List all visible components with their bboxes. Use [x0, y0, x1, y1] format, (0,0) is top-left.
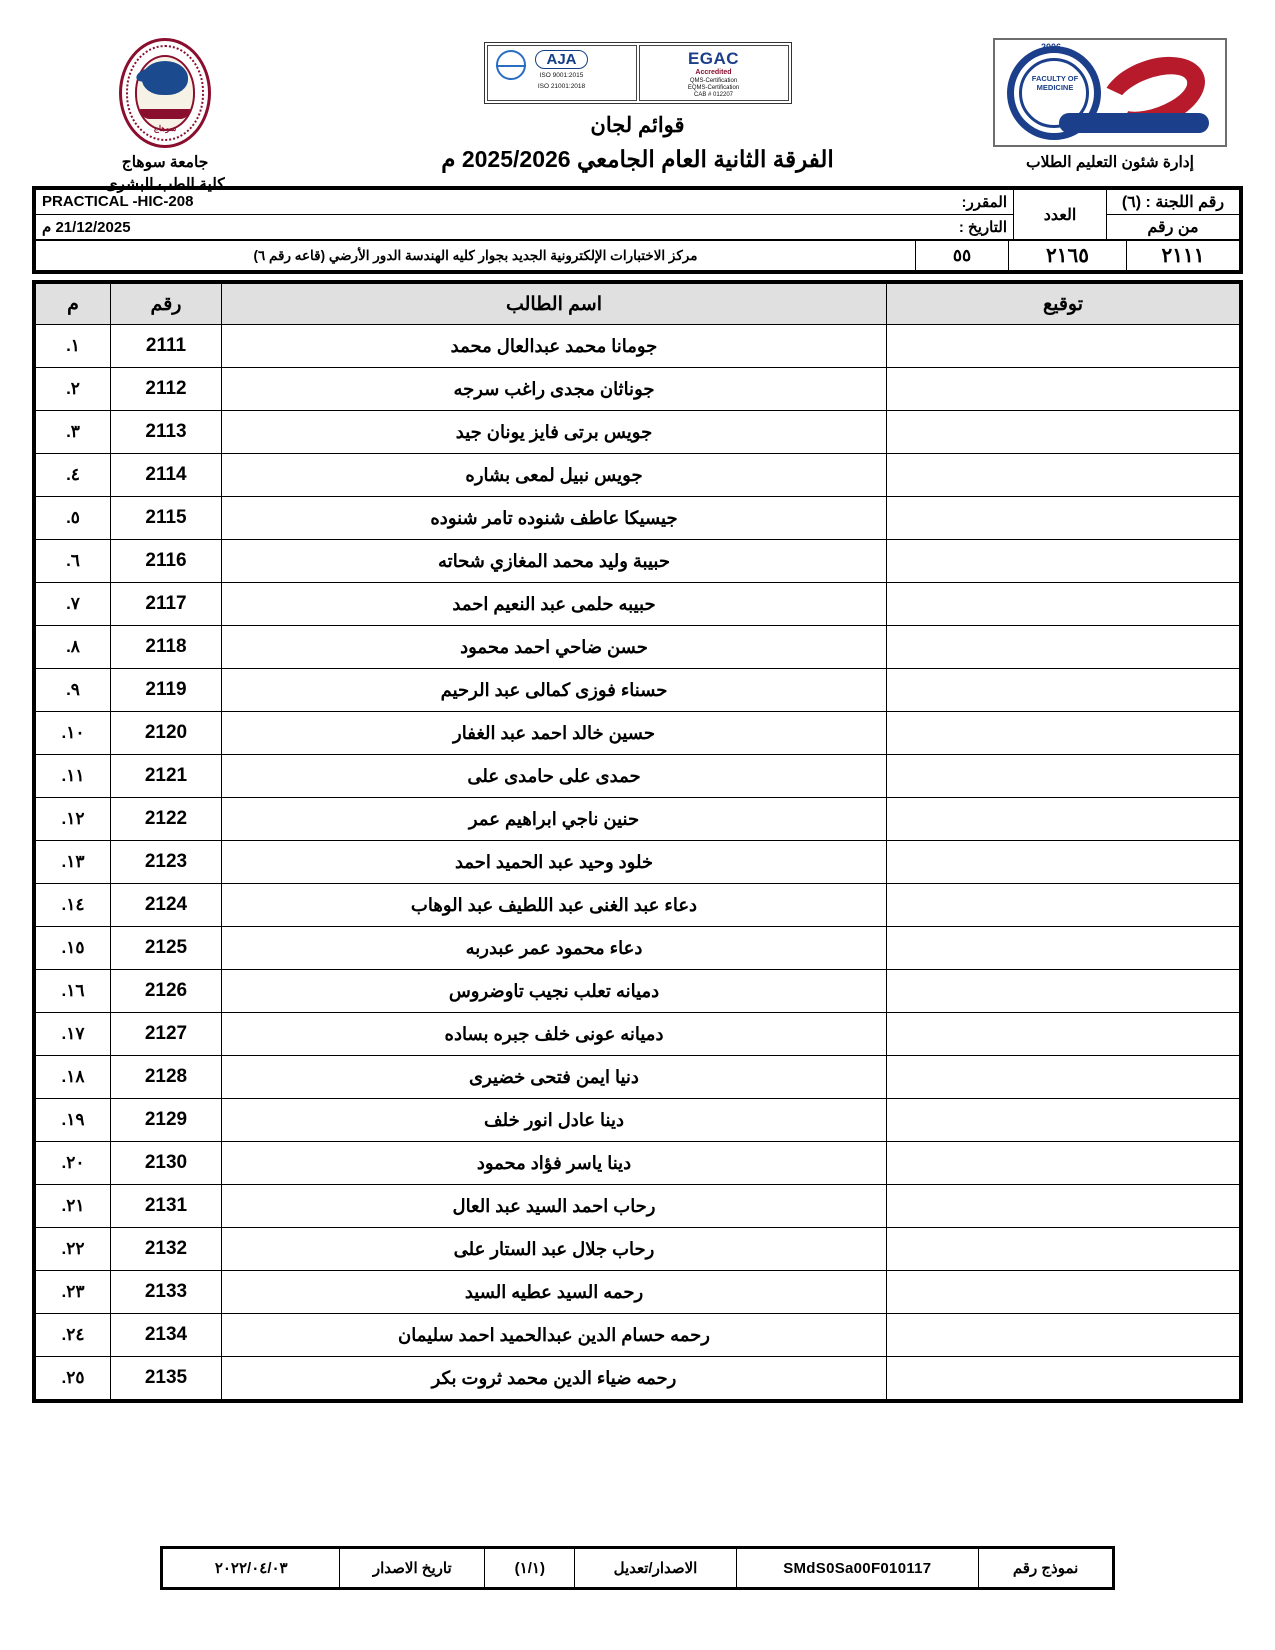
- egac-mark: EGAC: [687, 49, 740, 68]
- document-header: [0, 0, 1275, 194]
- count-value: ٥٥: [916, 241, 1009, 271]
- faculty-name: كلية الطب البشرى: [105, 176, 225, 194]
- signature-cell[interactable]: [887, 1314, 1240, 1357]
- egac-eqms-line: EQMS-Certification: [687, 84, 740, 91]
- student-name-cell: رحمه ضياء الدين محمد ثروت بكر: [222, 1357, 887, 1400]
- course-label: المقرر:: [961, 194, 1007, 211]
- student-name-cell: حبيبه حلمى عبد النعيم احمد: [222, 583, 887, 626]
- student-id-cell: 2121: [111, 755, 222, 798]
- iso-9001-label: ISO 9001:2015: [539, 72, 584, 79]
- student-name-cell: دعاء محمود عمر عبدربه: [222, 927, 887, 970]
- student-name-cell: جويس برتى فايز يونان جيد: [222, 411, 887, 454]
- to-value: ٢١٦٥: [1009, 241, 1127, 271]
- table-row: [36, 1314, 1240, 1357]
- student-name-cell: جويس نبيل لمعى بشاره: [222, 454, 887, 497]
- student-name-cell: جيسيكا عاطف شنوده تامر شنوده: [222, 497, 887, 540]
- student-name-cell: دنيا ايمن فتحى خضيرى: [222, 1056, 887, 1099]
- row-index-cell: ٢٠.: [36, 1142, 111, 1185]
- signature-cell[interactable]: [887, 1056, 1240, 1099]
- table-row: [36, 1056, 1240, 1099]
- egac-cab-line: CAB # 012207: [693, 92, 734, 99]
- student-id-cell: 2135: [111, 1357, 222, 1400]
- column-header-signature: توقيع: [887, 284, 1240, 325]
- committee-info-table: [32, 186, 1243, 274]
- table-row: [36, 669, 1240, 712]
- logo-text: FACULTY OF MEDICINE: [1031, 74, 1079, 92]
- from-value: ٢١١١: [1127, 241, 1240, 271]
- signature-cell[interactable]: [887, 798, 1240, 841]
- revision-value: (١/١): [485, 1549, 575, 1588]
- course-value: PRACTICAL -HIC-208: [42, 193, 194, 210]
- row-index-cell: ٧.: [36, 583, 111, 626]
- signature-cell[interactable]: [887, 1099, 1240, 1142]
- student-id-cell: 2133: [111, 1271, 222, 1314]
- row-index-cell: ٤.: [36, 454, 111, 497]
- student-name-cell: حسناء فوزى كمالى عبد الرحيم: [222, 669, 887, 712]
- student-name-cell: خلود وحيد عبد الحميد احمد: [222, 841, 887, 884]
- column-header-name: اسم الطالب: [222, 284, 887, 325]
- table-row: [36, 884, 1240, 927]
- page-title: قوائم لجان: [590, 114, 685, 137]
- row-index-cell: ١٦.: [36, 970, 111, 1013]
- page-subtitle: الفرقة الثانية العام الجامعي 2025/2026 م: [441, 145, 834, 172]
- row-index-cell: ٢٥.: [36, 1357, 111, 1400]
- student-name-cell: جومانا محمد عبدالعال محمد: [222, 325, 887, 368]
- row-index-cell: ٢٢.: [36, 1228, 111, 1271]
- table-row: [36, 1013, 1240, 1056]
- from-label: من رقم: [1107, 215, 1240, 240]
- date-label: التاريخ :: [958, 219, 1007, 236]
- student-name-cell: حسين خالد احمد عبد الغفار: [222, 712, 887, 755]
- row-index-cell: ٨.: [36, 626, 111, 669]
- student-name-cell: دميانه تعلب نجيب تاوضروس: [222, 970, 887, 1013]
- row-index-cell: ١٧.: [36, 1013, 111, 1056]
- university-seal-icon: [119, 38, 211, 148]
- row-index-cell: ١١.: [36, 755, 111, 798]
- table-row: [36, 1228, 1240, 1271]
- row-index-cell: ١٥.: [36, 927, 111, 970]
- table-row: [36, 540, 1240, 583]
- signature-cell[interactable]: [887, 583, 1240, 626]
- table-row: [36, 970, 1240, 1013]
- student-id-cell: 2115: [111, 497, 222, 540]
- row-index-cell: ٢٣.: [36, 1271, 111, 1314]
- table-row: [36, 454, 1240, 497]
- info-row-3: [36, 241, 1240, 271]
- signature-cell[interactable]: [887, 669, 1240, 712]
- student-name-cell: حمدى على حامدى على: [222, 755, 887, 798]
- signature-cell[interactable]: [887, 540, 1240, 583]
- signature-cell[interactable]: [887, 454, 1240, 497]
- student-id-cell: 2125: [111, 927, 222, 970]
- exam-place: مركز الاختبارات الإلكترونية الجديد بجوار كليه الهندسة الدور الأرضي (قاعه رقم ٦): [36, 241, 916, 271]
- signature-cell[interactable]: [887, 1228, 1240, 1271]
- committee-number: رقم اللجنة : (٦): [1107, 190, 1240, 215]
- date-cell: [36, 215, 1014, 240]
- table-row: [36, 1142, 1240, 1185]
- row-index-cell: ٩.: [36, 669, 111, 712]
- signature-cell[interactable]: [887, 884, 1240, 927]
- accreditation-logos: [484, 42, 792, 104]
- signature-cell[interactable]: [887, 927, 1240, 970]
- row-index-cell: ٦.: [36, 540, 111, 583]
- date-value: 21/12/2025 م: [42, 219, 131, 236]
- title-block: [300, 38, 975, 176]
- row-index-cell: ١٩.: [36, 1099, 111, 1142]
- signature-cell[interactable]: [887, 1271, 1240, 1314]
- row-index-cell: ١٤.: [36, 884, 111, 927]
- row-index-cell: ١٢.: [36, 798, 111, 841]
- table-row: [36, 497, 1240, 540]
- table-row: [36, 841, 1240, 884]
- student-id-cell: 2114: [111, 454, 222, 497]
- revision-label: الاصدار/تعديل: [575, 1549, 736, 1588]
- signature-cell[interactable]: [887, 325, 1240, 368]
- student-id-cell: 2119: [111, 669, 222, 712]
- table-row: [36, 368, 1240, 411]
- signature-cell[interactable]: [887, 1013, 1240, 1056]
- document-footer: [160, 1546, 1115, 1590]
- form-number-label: نموذج رقم: [979, 1549, 1113, 1588]
- student-id-cell: 2132: [111, 1228, 222, 1271]
- table-row: [36, 927, 1240, 970]
- student-id-cell: 2111: [111, 325, 222, 368]
- student-name-cell: حبيبة وليد محمد المغازي شحاته: [222, 540, 887, 583]
- egac-accredited-label: Accredited: [695, 69, 732, 76]
- university-name: جامعة سوهاج: [121, 154, 209, 171]
- table-row: [36, 712, 1240, 755]
- student-id-cell: 2127: [111, 1013, 222, 1056]
- egac-qms-line: QMS-Certification: [689, 77, 738, 84]
- table-row: [36, 1357, 1240, 1400]
- faculty-of-medicine-logo-icon: [993, 38, 1227, 147]
- student-name-cell: دميانه عونى خلف جبره بساده: [222, 1013, 887, 1056]
- student-name-cell: رحمه السيد عطيه السيد: [222, 1271, 887, 1314]
- signature-cell[interactable]: [887, 1357, 1240, 1400]
- student-name-cell: رحمه حسام الدين عبدالحميد احمد سليمان: [222, 1314, 887, 1357]
- column-header-id: رقم: [111, 284, 222, 325]
- footer-row: [163, 1549, 1113, 1588]
- table-header-row: [36, 284, 1240, 325]
- signature-cell[interactable]: [887, 497, 1240, 540]
- students-table: [32, 280, 1243, 1403]
- signature-cell[interactable]: [887, 1185, 1240, 1228]
- aja-logo-icon: [487, 45, 637, 101]
- table-row: [36, 626, 1240, 669]
- course-cell: [36, 190, 1014, 215]
- student-id-cell: 2120: [111, 712, 222, 755]
- row-index-cell: ٥.: [36, 497, 111, 540]
- issue-date-value: ٢٠٢٢/٠٤/٠٣: [163, 1549, 340, 1588]
- student-id-cell: 2124: [111, 884, 222, 927]
- signature-cell[interactable]: [887, 411, 1240, 454]
- student-name-cell: حسن ضاحي احمد محمود: [222, 626, 887, 669]
- student-id-cell: 2123: [111, 841, 222, 884]
- egac-logo-icon: [639, 45, 789, 101]
- student-id-cell: 2130: [111, 1142, 222, 1185]
- signature-cell[interactable]: [887, 712, 1240, 755]
- row-index-cell: ٣.: [36, 411, 111, 454]
- university-block: [30, 38, 300, 197]
- table-row: [36, 325, 1240, 368]
- student-name-cell: رحاب جلال عبد الستار على: [222, 1228, 887, 1271]
- student-id-cell: 2122: [111, 798, 222, 841]
- row-index-cell: ١٨.: [36, 1056, 111, 1099]
- signature-cell[interactable]: [887, 1142, 1240, 1185]
- student-id-cell: 2118: [111, 626, 222, 669]
- student-id-cell: 2129: [111, 1099, 222, 1142]
- seal-text: سوهاج: [153, 124, 177, 133]
- row-index-cell: ٢.: [36, 368, 111, 411]
- count-label: العدد: [1014, 190, 1107, 240]
- student-id-cell: 2117: [111, 583, 222, 626]
- student-id-cell: 2134: [111, 1314, 222, 1357]
- student-id-cell: 2116: [111, 540, 222, 583]
- student-id-cell: 2113: [111, 411, 222, 454]
- student-id-cell: 2112: [111, 368, 222, 411]
- signature-cell[interactable]: [887, 368, 1240, 411]
- logo-year: 2006: [1041, 42, 1062, 52]
- row-index-cell: ١٠.: [36, 712, 111, 755]
- student-name-cell: دعاء عبد الغنى عبد اللطيف عبد الوهاب: [222, 884, 887, 927]
- student-id-cell: 2126: [111, 970, 222, 1013]
- column-header-index: م: [36, 284, 111, 325]
- student-id-cell: 2131: [111, 1185, 222, 1228]
- signature-cell[interactable]: [887, 841, 1240, 884]
- table-row: [36, 583, 1240, 626]
- row-index-cell: ٢١.: [36, 1185, 111, 1228]
- student-name-cell: حنين ناجي ابراهيم عمر: [222, 798, 887, 841]
- administration-label: إدارة شئون التعليم الطلاب: [1026, 154, 1194, 171]
- row-index-cell: ١٣.: [36, 841, 111, 884]
- table-row: [36, 411, 1240, 454]
- student-name-cell: رحاب احمد السيد عبد العال: [222, 1185, 887, 1228]
- aja-mark: AJA: [535, 50, 587, 69]
- signature-cell[interactable]: [887, 970, 1240, 1013]
- form-code: SMdS0Sa00F010117: [736, 1549, 979, 1588]
- student-id-cell: 2128: [111, 1056, 222, 1099]
- row-index-cell: ١.: [36, 325, 111, 368]
- table-row: [36, 798, 1240, 841]
- student-name-cell: دينا ياسر فؤاد محمود: [222, 1142, 887, 1185]
- row-index-cell: ٢٤.: [36, 1314, 111, 1357]
- iso-21001-label: ISO 21001:2018: [537, 83, 586, 91]
- table-row: [36, 1099, 1240, 1142]
- signature-cell[interactable]: [887, 755, 1240, 798]
- globe-icon: [496, 50, 526, 80]
- table-row: [36, 1271, 1240, 1314]
- issue-date-label: تاريخ الاصدار: [340, 1549, 485, 1588]
- faculty-block: [975, 38, 1245, 172]
- table-row: [36, 755, 1240, 798]
- signature-cell[interactable]: [887, 626, 1240, 669]
- student-name-cell: جوناثان مجدى راغب سرجه: [222, 368, 887, 411]
- table-row: [36, 1185, 1240, 1228]
- student-name-cell: دينا عادل انور خلف: [222, 1099, 887, 1142]
